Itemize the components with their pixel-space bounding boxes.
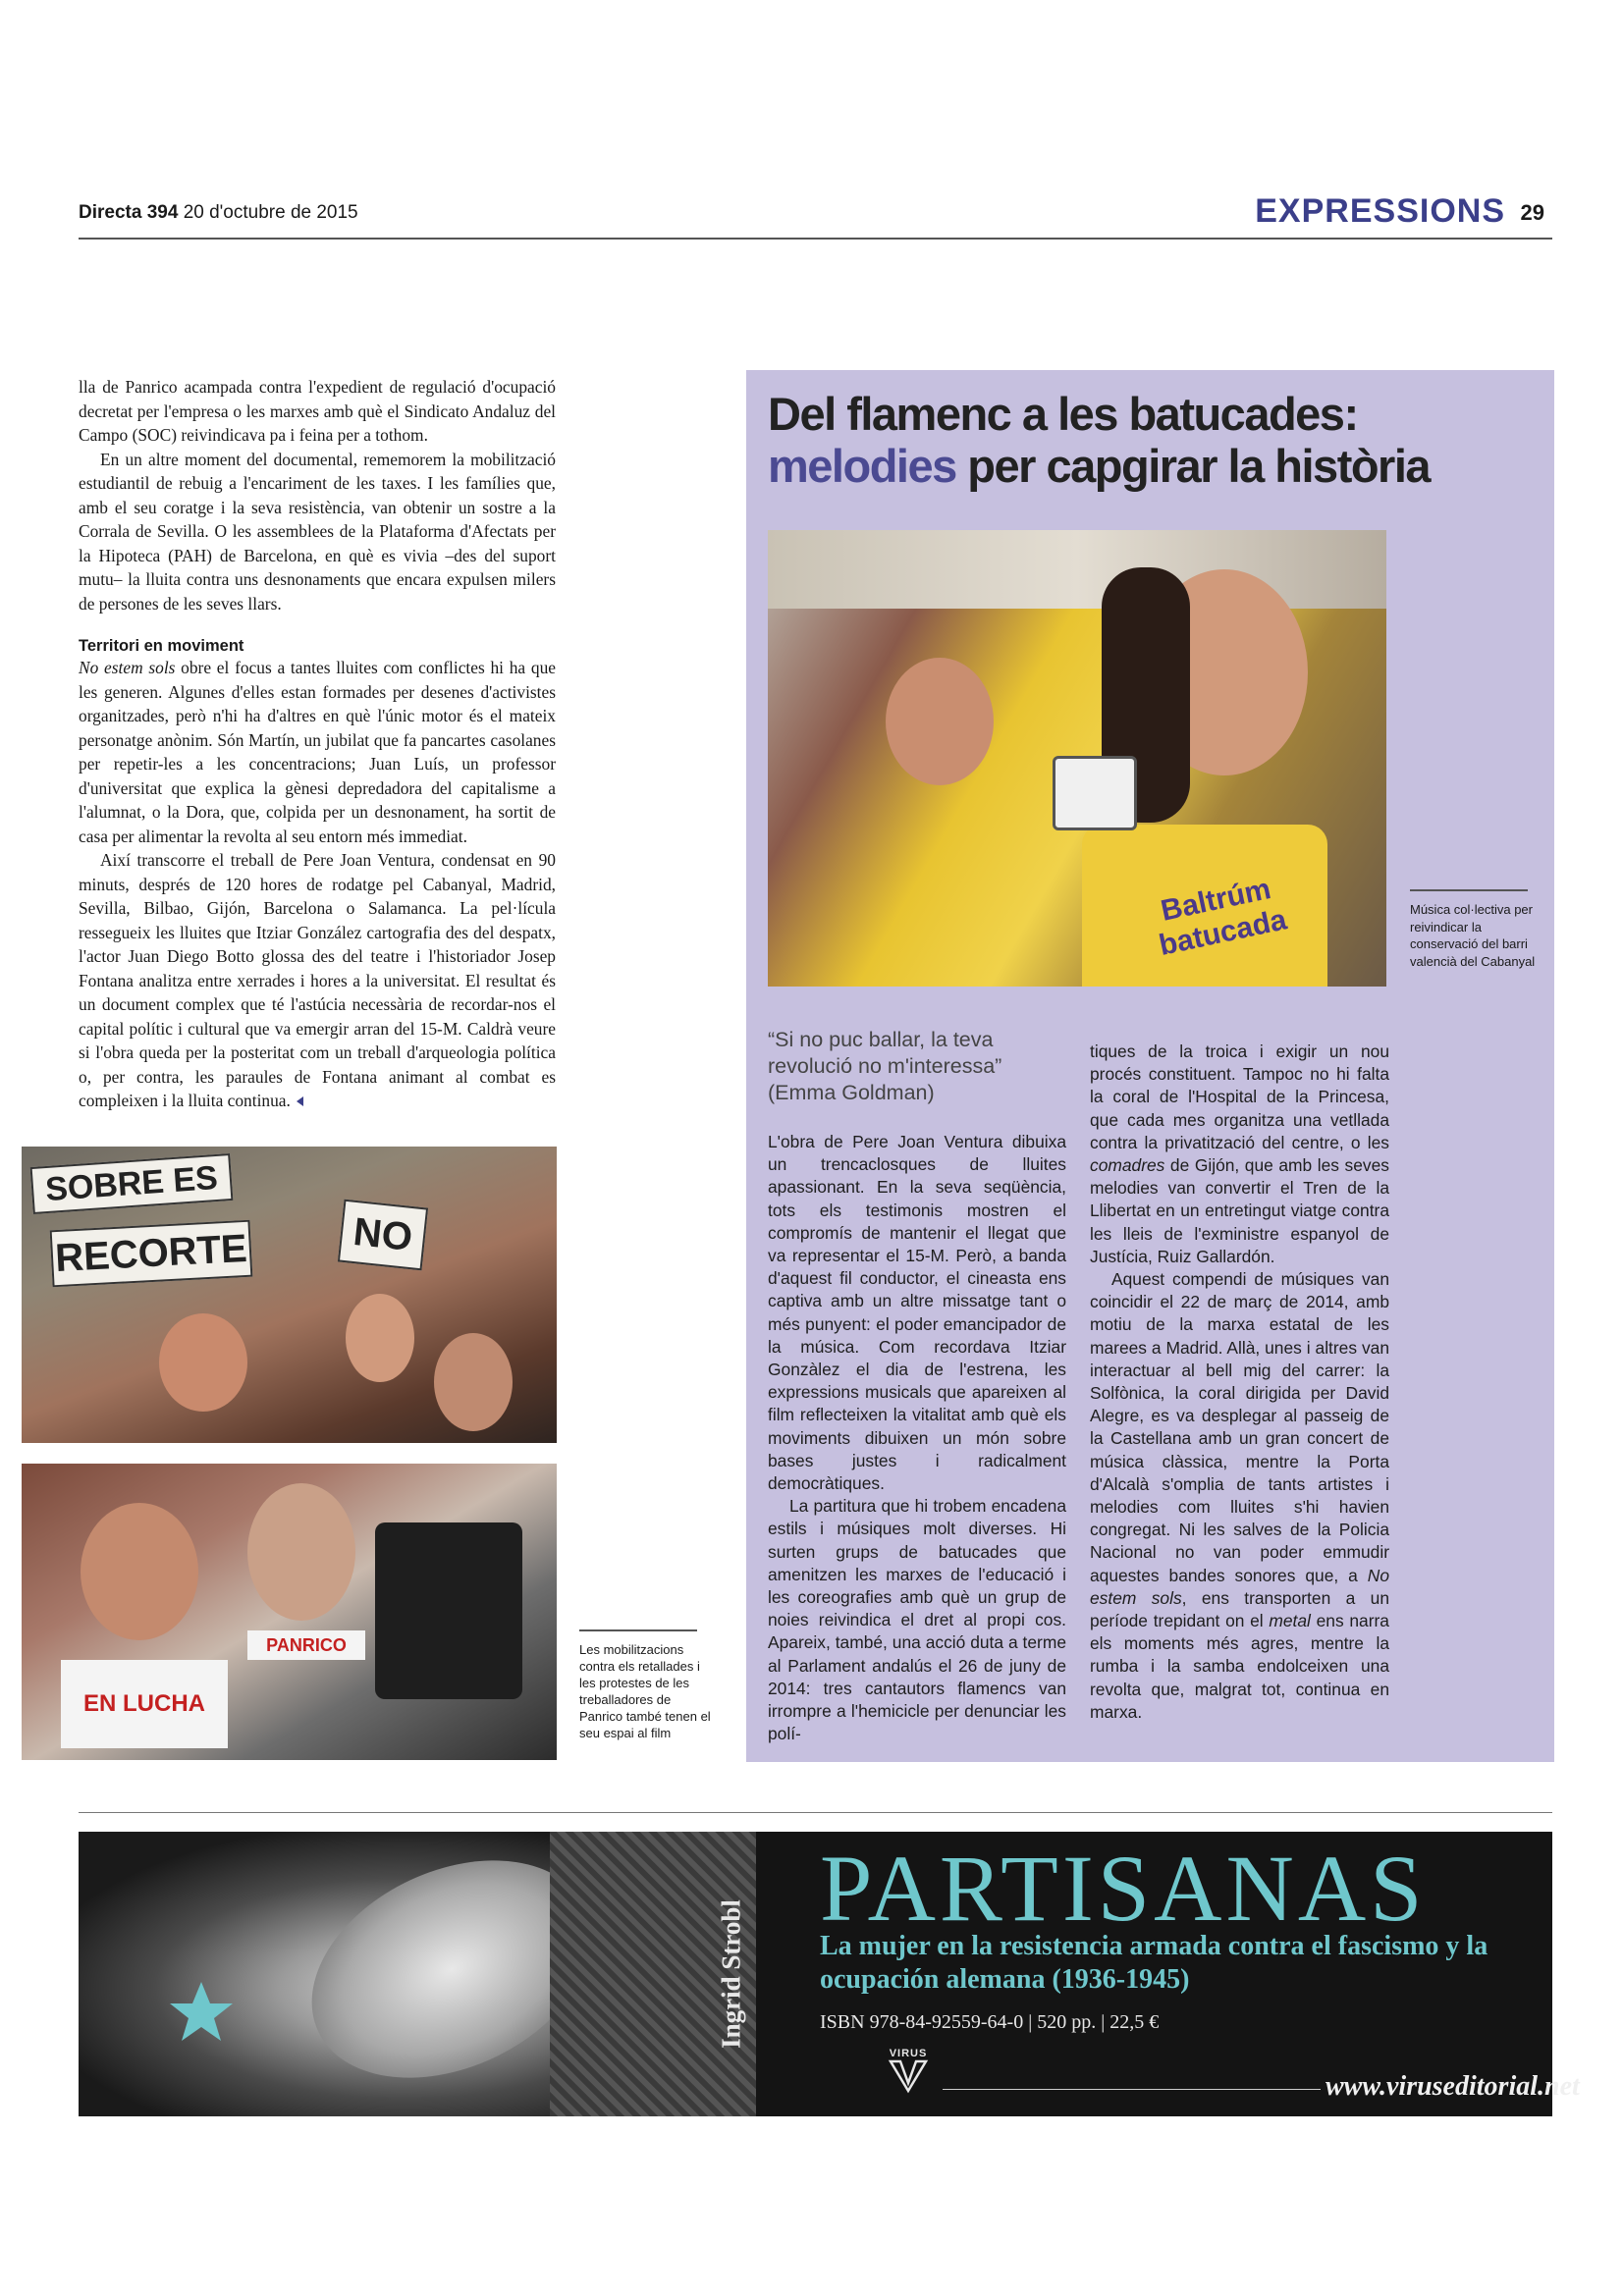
issue-date: 20 d'octubre de 2015 [183,202,358,223]
publisher-url[interactable]: www.viruseditorial.net [1325,2071,1580,2102]
paragraph: lla de Panrico acampada contra l'expedient de regulació d'ocupació decretat per l'empresa o les marxes amb què el Sindicato Andaluz del Campo (SOC) reivindicava pa i feina per a tothom. [79,377,556,445]
paragraph: No estem sols obre el focus a tantes lluites com conflictes hi ha que les generen. Algunes d'elles estan formades per desenes d'activistes organitzades, però n'hi ha d'altres en què l'únic motor és el mateix personatge anònim. Són Martín, un jubilat que fa pancartes casolanes per repetir-les a les concentracions; Juan Luís, un professor d'universitat que explica la gènesi depredadora del capitalisme a l'alumnat, o la Dora, que, colpida per un desnonament, ha sortit de casa per alimentar la revolta al seu entorn més immediat. [79,658,556,846]
photo-protest-cuts [22,1147,557,1443]
paragraph: En un altre moment del documental, rememorem la mobilització estudiantil de rebuig a l'encariment de les taxes. I les famílies que, amb el seu coratge i la seva resistència, van obtenir un sostre a la Corrala de Sevilla. O les assemblees de la Plataforma d'Afectats per la Hipoteca (PAH) de Barcelona, en què es vivia –des del suport mutu– la lluita contra uns desnonaments que encara expulsen milers de persones de les seves llars. [79,449,556,614]
protester-face [434,1333,513,1431]
worker-face [247,1483,355,1621]
drum [1053,756,1137,830]
shirt-print: Baltrúm batucada [1156,872,1290,962]
publication-name: Directa 394 [79,202,179,223]
film-title: No estem sols [79,658,176,677]
photo-caption: Música col·lectiva per reivindicar la conservació del barri valencià del Cabanyal [1410,902,1536,969]
subheading: Territori en moviment [79,637,244,655]
paragraph: tiques de la troica i exigir un nou procés constituent. Tampoc no hi falta la coral de l'Hospital de la Princesa, que cada mes organitza una vetllada contra la privatització del centre, o les comadres de Gijón, que amb les seves melodies van convertir el Tren de la Llibertat en un entretingut viatge contra les lleis de l'exministre espanyol de Justícia, Ruiz Gallardón. [1090,1041,1389,1266]
ad-isbn: ISBN 978-84-92559-64-0 | 520 pp. | 22,5 € [820,2011,1160,2033]
ad-separator [79,1812,1552,1813]
ad-rule-line [943,2089,1321,2090]
pull-quote: “Si no puc ballar, la teva revolució no m'interessa” (Emma Goldman) [768,1028,1002,1104]
header-rule [79,238,1552,240]
drummer-face [886,658,994,785]
running-header [79,202,358,224]
paragraph: Així transcorre el treball de Pere Joan Ventura, condensat en 90 minuts, després de 120 hores de rodatge pel Cabanyal, Madrid, Sevilla, Bilbao, Gijón, Barcelona o Salamanca. La pel·lícula ressegueix les lluites que Itziar González cartografia des del despatx, l'actor Juan Diego Botto glossa des del teatre i l'historiador Josep Fontana analitza entre xerrades i hores a la universitat. El resultat és un document complex que té l'astúcia necessària de recordar-nos el capital polític i cultural que va emergir arran del 15-M. Caldrà veure si l'obra queda per la posteritat com un treball d'arqueologia política o, per contra, les paraules de Fontana animant al combat es compleixen i la lluita continua. [79,850,556,1110]
photo-panrico-workers [22,1464,557,1760]
protest-sign: NO [338,1200,428,1271]
paragraph: La partitura que hi trobem encadena estils i músiques molt diverses. Hi surten grups de batucades que amenitzen les marxes de l'educació i les coreografies amb què un grup de noies reivindica el dret al propi cos. Apareix, també, una acció duta a terme al Parlament andalús el 26 de juny de 2014: tres cantautors flamencs van irrompre a l'hemicicle per denunciar les polí- [768,1496,1066,1744]
protester-face [159,1313,247,1412]
paragraph: Aquest compendi de músiques van coincidir el 22 de març de 2014, amb motiu de la marxa estatal de les marees a Madrid. Allà, unes i altres van interactuar al bell mig del carrer: la Solfònica, la coral dirigida per David Alegre, es va desplegar al passeig de la Castellana amb un gran concert de música clàssica, mentre la Porta d'Alcalà s'omplia de tants artistes i melodies com lluites s'hi havien congregat. Ni les salves de la Policia Nacional no van poder emmudir aquestes bandes sonores que, a No estem sols, ens transporten a un període trepidant on el metal ens narra els moments més agres, mentre la rumba i la samba endolceixen una revolta que, malgrat tot, continua en marxa. [1090,1269,1389,1722]
ad-book-subtitle: La mujer en la resistencia armada contra el fascismo y la ocupación alemana (1936-1945) [820,1931,1488,1995]
feature-title: Del flamenc a les batucades: melodies per capgirar la història [768,388,1431,492]
photo-caption: Les mobilitzacions contra els retallades i les protestes de les treballadores de Panrico també tenen el seu espai al film [579,1642,711,1740]
photo-batucada [768,530,1386,987]
caption-rule [1410,889,1528,891]
publisher-logo: VIRUS [884,2048,933,2098]
book-advertisement [79,1832,1580,2116]
article-left-column [79,375,556,1113]
ad-photo-partisan [79,1832,756,2116]
v-logo-icon [889,2059,928,2093]
protest-sign: SOBRE ES [30,1153,234,1214]
page-number: 29 [1520,200,1544,225]
worker-face [81,1503,198,1640]
protest-sign: RECORTE [50,1220,253,1288]
end-mark-icon [297,1096,303,1106]
ad-book-title: PARTISANAS [820,1836,1427,1941]
ad-author: Ingrid Strobl [716,1899,746,2049]
panrico-shirt: PANRICO [247,1630,365,1660]
feature-column-2 [1090,1041,1389,1724]
title-accent: melodies [768,440,956,492]
panrico-shirt: EN LUCHA [61,1660,228,1748]
protester-face [346,1294,414,1382]
paragraph: L'obra de Pere Joan Ventura dibuixa un trencaclosques de lluites apassionant. En la seva seqüència, tots els testimonis mostren el compromís de mantenir el llegat que va representar el 15-M. Però, a banda d'aquest fil conductor, el cineasta ens captiva amb un altre missatge tant o més punyent: el poder emancipador de la música. Com recordava Itziar Gonzàlez el dia de l'estrena, les expressions musicals que apareixen al film reflecteixen la vitalitat amb què els moviments dibuixen un món sobre bases justes i radicalment democràtiques. [768,1132,1066,1494]
caption-rule [579,1629,697,1631]
camera-operator [375,1522,522,1699]
section-title: EXPRESSIONS [1255,192,1505,230]
building-background [768,530,1386,609]
feature-column-1 [768,1131,1066,1745]
